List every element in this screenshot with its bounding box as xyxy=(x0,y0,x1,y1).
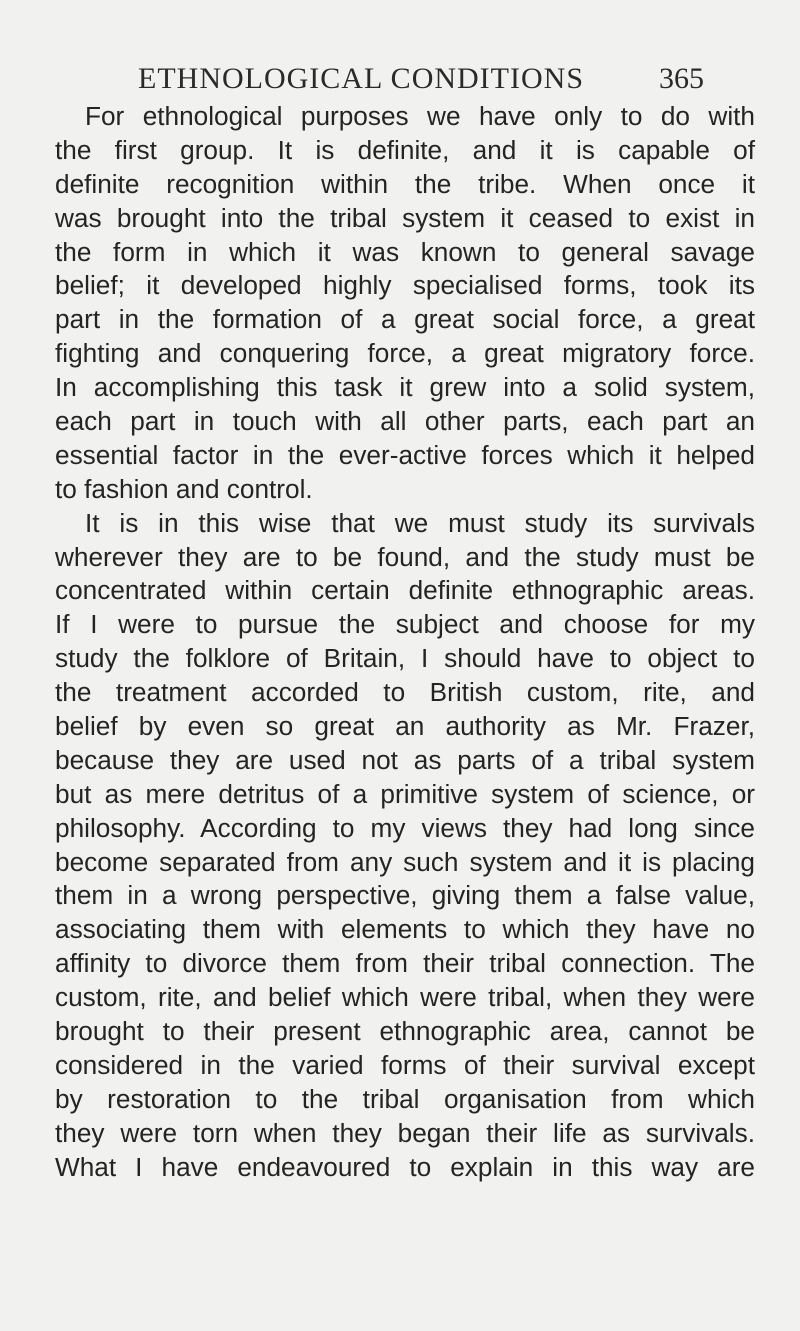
text-line: It is in this wise that we must study its survivals xyxy=(85,507,755,538)
text-line: they were torn when they began their life as survivals. xyxy=(55,1117,755,1148)
text-line: to fashion and control. xyxy=(55,473,313,504)
body-text xyxy=(55,100,755,1185)
text-line: essential factor in the ever-active forces which it helped xyxy=(55,439,755,470)
text-line: become separated from any such system and it is placing xyxy=(55,846,755,877)
text-line: each part in touch with all other parts, each part an xyxy=(55,406,755,437)
text-line: the first group. It is definite, and it is capable of xyxy=(55,134,755,165)
text-line: associating them with elements to which they have no xyxy=(55,914,755,945)
text-line: the treatment accorded to British custom, rite, and xyxy=(55,677,755,708)
text-line: affinity to divorce them from their tribal connection. The xyxy=(55,948,755,979)
text-line: fighting and conquering force, a great migratory force. xyxy=(55,338,755,369)
text-line: because they are used not as parts of a tribal system xyxy=(55,744,755,775)
text-line: part in the formation of a great social force, a great xyxy=(55,304,755,335)
text-line: What I have endeavoured to explain in this way are xyxy=(55,1151,755,1182)
text-line: concentrated within certain definite ethnographic areas. xyxy=(55,575,755,606)
text-line: considered in the varied forms of their survival except xyxy=(55,1049,755,1080)
page-number: 365 xyxy=(659,62,704,95)
text-line: For ethnological purposes we have only to do with xyxy=(85,101,755,131)
text-line: definite recognition within the tribe. When once it xyxy=(55,168,755,199)
text-line: If I were to pursue the subject and choose for my xyxy=(55,609,755,640)
text-line: belief by even so great an authority as Mr. Frazer, xyxy=(55,711,755,742)
text-line: was brought into the tribal system it ceased to exist in xyxy=(55,202,755,233)
text-line: belief; it developed highly specialised forms, took its xyxy=(55,270,755,301)
text-line: wherever they are to be found, and the study must be xyxy=(55,541,755,572)
text-line: but as mere detritus of a primitive system of science, or xyxy=(55,778,755,809)
text-line: the form in which it was known to general savage xyxy=(55,236,755,267)
text-line: In accomplishing this task it grew into a solid system, xyxy=(55,372,755,403)
text-line: study the folklore of Britain, I should have to object to xyxy=(55,643,755,674)
text-line: by restoration to the tribal organisation from which xyxy=(55,1083,755,1114)
text-line: them in a wrong perspective, giving them a false value, xyxy=(55,880,755,911)
text-line: brought to their present ethnographic area, cannot be xyxy=(55,1016,755,1047)
text-line: philosophy. According to my views they had long since xyxy=(55,812,755,843)
text-line: custom, rite, and belief which were tribal, when they were xyxy=(55,982,755,1013)
running-head: ETHNOLOGICAL CONDITIONS xyxy=(138,62,585,95)
